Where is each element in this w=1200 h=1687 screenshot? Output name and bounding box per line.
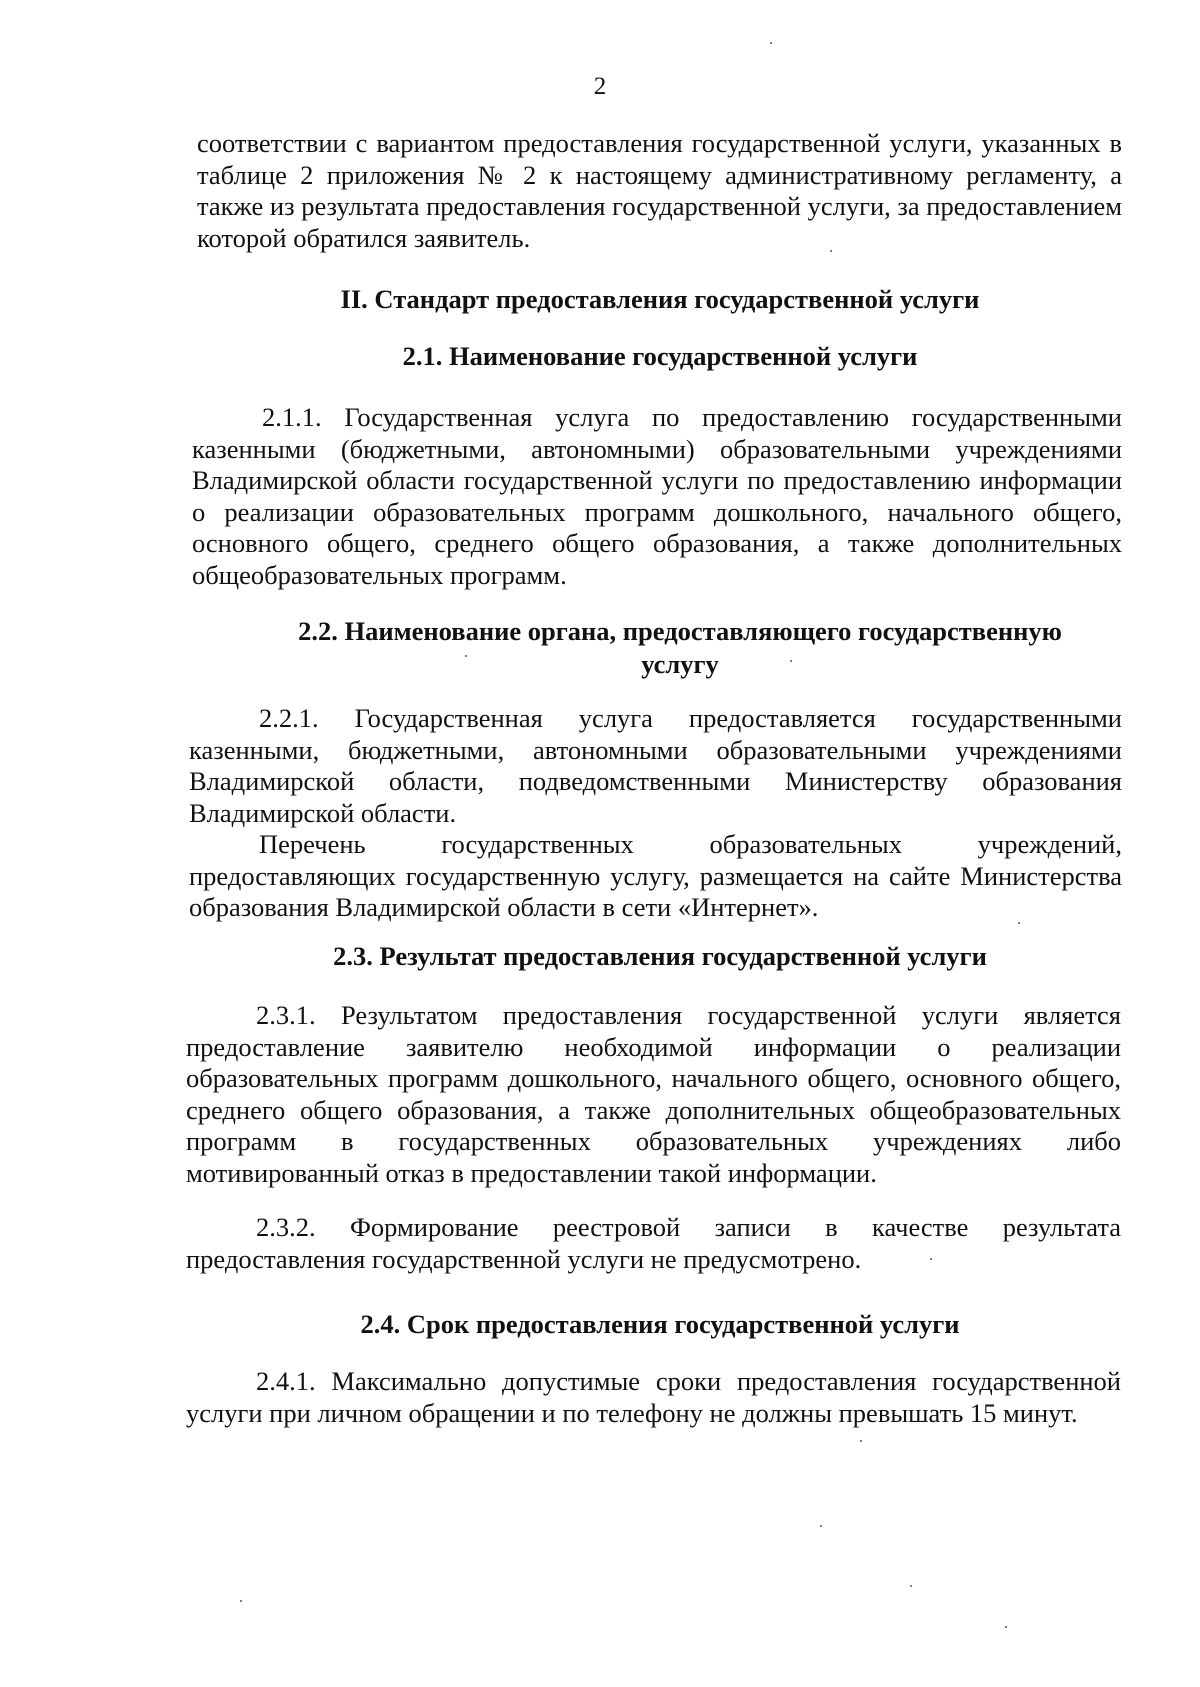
heading-2-4: 2.4. Срок предоставления государственной услуги: [360, 1309, 960, 1339]
scan-speck: [770, 42, 772, 44]
scan-speck: [465, 655, 467, 657]
scan-speck: [830, 250, 832, 252]
paragraph-2-3-2: 2.3.2. Формирование реестровой записи в качестве результата предоставления государственной услуги не предусмотрено.: [186, 1212, 1121, 1274]
section-title: II. Стандарт предоставления государственной услуги: [340, 284, 980, 314]
scan-speck: [860, 1440, 862, 1442]
paragraph-2-1-1: 2.1.1. Государственная услуга по предоставлению государственными казенными (бюджетными, автономными) образовательными учреждениями Владимирской области государственной услуги по предоставлению информации о реализации образовательных программ дошкольного, начального общего, основного общего, среднего общего образования, а также дополнительных общеобразовательных программ.: [192, 402, 1122, 590]
scan-speck: [1005, 1626, 1007, 1628]
scan-speck: [910, 1585, 912, 1587]
scan-speck: [930, 1258, 932, 1260]
scan-speck: [1018, 922, 1020, 924]
scan-speck: [790, 660, 792, 662]
scan-speck: [820, 1525, 822, 1527]
heading-2-2: [240, 615, 1120, 681]
paragraph-2-2-1: 2.2.1. Государственная услуга предоставляется государственными казенными, бюджетными, автономными образовательными учреждениями Владимирской области, подведомственными Министерству образования Владимирской области.: [189, 703, 1122, 828]
paragraph-list-info: Перечень государственных образовательных учреждений, предоставляющих государственную услугу, размещается на сайте Министерства образования Владимирской области в сети «Интернет».: [189, 829, 1122, 922]
heading-2-2-line-2: услугу: [641, 649, 719, 679]
heading-2-3: 2.3. Результат предоставления государственной услуги: [333, 941, 987, 971]
heading-2-2-line-1: 2.2. Наименование органа, предоставляющего государственную: [298, 616, 1062, 646]
paragraph-2-3-1: 2.3.1. Результатом предоставления государственной услуги является предоставление заявителю необходимой информации о реализации образовательных программ дошкольного, начального общего, основного общего, среднего общего образования, а также дополнительных общеобразовательных программ в государственных образовательных учреждениях либо мотивированный отказ в предоставлении такой информации.: [186, 1000, 1121, 1188]
page-number: 2: [593, 73, 607, 100]
intro-paragraph: соответствии с вариантом предоставления государственной услуги, указанных в таблице 2 приложения № 2 к настоящему административному регламенту, а также из результата предоставления государственной услуги, за предоставлением которой обратился заявитель.: [197, 128, 1122, 253]
paragraph-2-4-1: 2.4.1. Максимально допустимые сроки предоставления государственной услуги при личном обращении и по телефону не должны превышать 15 минут.: [186, 1366, 1121, 1428]
scan-speck: [240, 1600, 242, 1602]
heading-2-1: 2.1. Наименование государственной услуги: [402, 341, 918, 371]
